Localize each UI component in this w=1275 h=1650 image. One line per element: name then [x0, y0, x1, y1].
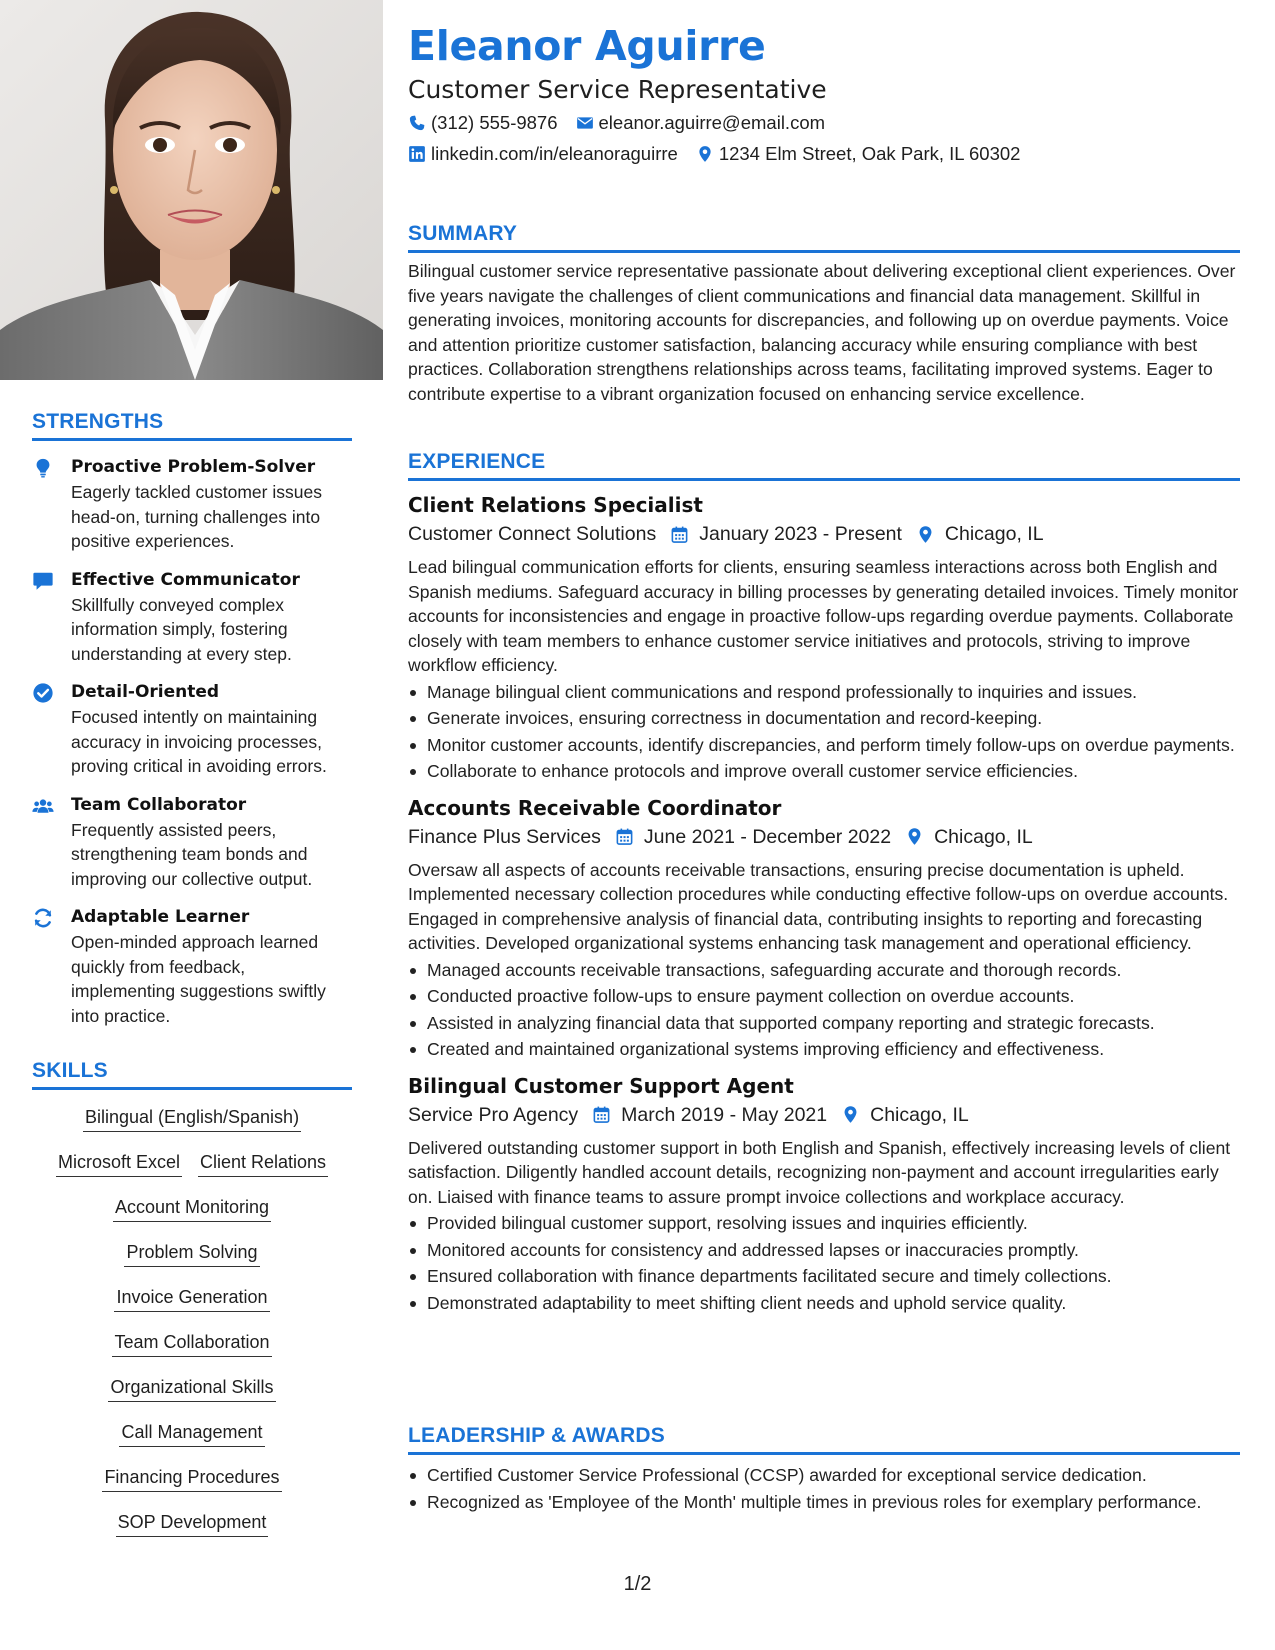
strength-title: Effective Communicator [71, 569, 300, 590]
calendar-icon [615, 827, 634, 846]
speech-bubble-icon [32, 570, 54, 592]
profile-photo [0, 0, 383, 380]
awards-heading: LEADERSHIP & AWARDS [408, 1424, 1240, 1455]
skill-tag: Team Collaboration [112, 1325, 271, 1357]
job-entry [408, 491, 1240, 784]
skill-tag: Financing Procedures [102, 1460, 281, 1492]
envelope-icon [576, 114, 594, 132]
list-item: Assisted in analyzing financial data that supported company reporting and strategic forecasts. [408, 1011, 1240, 1036]
strength-title: Adaptable Learner [71, 907, 250, 927]
job-location: Chicago, IL [944, 523, 1044, 545]
skill-tag: Client Relations [198, 1145, 328, 1177]
strength-title: Detail-Oriented [71, 682, 220, 702]
job-bullets [408, 1211, 1240, 1315]
job-location: Chicago, IL [870, 1103, 969, 1126]
map-pin-icon [905, 827, 924, 846]
contact-row-1 [408, 112, 825, 134]
address-contact [696, 143, 1021, 165]
users-icon [32, 795, 54, 817]
job-dates: June 2021 - December 2022 [643, 825, 892, 848]
skill-tag: Bilingual (English/Spanish) [83, 1100, 301, 1132]
awards-section [408, 1424, 1240, 1516]
job-title: Bilingual Customer Support Agent [408, 1073, 794, 1098]
job-description: Delivered outstanding customer support in both English and Spanish, effectively increasing levels of client satisfaction. Diligently handled account details, recognizing non-payment and account irregularities early on. Liaised with finance teams to assure prompt invoice collections and workplace accuracy. [408, 1137, 1231, 1207]
email-text: eleanor.aguirre@email.com [598, 112, 826, 133]
list-item: Conducted proactive follow-ups to ensure payment collection on overdue accounts. [408, 984, 1240, 1009]
job-location: Chicago, IL [934, 825, 1033, 848]
list-item: Created and maintained organizational systems improving efficiency and effectiveness. [408, 1037, 1240, 1062]
job-title: Client Relations Specialist [408, 493, 703, 517]
linkedin-contact[interactable] [408, 143, 678, 165]
summary-heading: SUMMARY [408, 222, 1240, 253]
skills-heading: SKILLS [32, 1059, 352, 1090]
sync-icon [32, 907, 54, 929]
skill-tag: Organizational Skills [108, 1370, 275, 1402]
contact-row-2 [408, 143, 1020, 165]
job-title: Accounts Receivable Coordinator [408, 795, 782, 820]
job-company: Customer Connect Solutions [408, 523, 657, 545]
phone-text: (312) 555-9876 [431, 112, 558, 133]
job-description: Lead bilingual communication efforts for clients, ensuring seamless interactions across both English and Spanish mediums. Safeguard accuracy in billing processes by generating detailed invoices. Timely monitor accounts for inconsistencies and engage in proactive follow-ups regarding overdue payments. Collaborate closely with team members to enhance customer service initiatives and protocols, striving to improve workflow efficiency. [408, 557, 1239, 675]
list-item: Manage bilingual client communications and respond professionally to inquiries and issues. [408, 680, 1240, 705]
strength-item [32, 905, 352, 1028]
candidate-name: Eleanor Aguirre [408, 22, 766, 70]
list-item: Demonstrated adaptability to meet shifting client needs and uphold service quality. [408, 1291, 1240, 1316]
left-column [0, 0, 383, 1650]
skill-tag: Microsoft Excel [56, 1145, 182, 1177]
list-item: Certified Customer Service Professional (CCSP) awarded for exceptional service dedication. [408, 1463, 1240, 1488]
skill-tag: SOP Development [116, 1505, 269, 1537]
experience-heading: EXPERIENCE [408, 450, 1240, 481]
strength-item [32, 680, 352, 779]
linkedin-text: linkedin.com/in/eleanoraguirre [431, 143, 678, 164]
job-meta [408, 822, 1240, 852]
lightbulb-icon [32, 457, 54, 479]
calendar-icon [592, 1105, 611, 1124]
strength-desc: Focused intently on maintaining accuracy in invoicing processes, proving critical in avoiding errors. [71, 707, 327, 776]
skill-tag: Call Management [119, 1415, 264, 1447]
job-meta [408, 1100, 1240, 1130]
list-item: Collaborate to enhance protocols and improve overall customer service efficiencies. [408, 759, 1240, 784]
job-description: Oversaw all aspects of accounts receivable transactions, ensuring precise documentation is upheld. Implemented necessary collection procedures while conducting effective follow-ups on overdue accounts. Engaged in comprehensive analysis of financial data, contributing insights to reporting and forecasting activities. Developed organizational systems enhancing task management and operational efficiency. [408, 859, 1229, 953]
strengths-heading: STRENGTHS [32, 410, 352, 441]
summary-section [408, 222, 1240, 406]
email-contact[interactable] [576, 112, 826, 134]
candidate-role: Customer Service Representative [408, 75, 827, 104]
page-number: 1/2 [623, 1573, 652, 1595]
skills-section [32, 1059, 352, 1550]
phone-contact[interactable] [408, 112, 558, 134]
strength-item [32, 793, 352, 892]
strength-desc: Open-minded approach learned quickly from feedback, implementing suggestions swiftly into practice. [71, 932, 326, 1026]
job-entry [408, 1072, 1240, 1316]
job-dates: March 2019 - May 2021 [621, 1103, 828, 1126]
job-entry [408, 794, 1240, 1062]
strength-title: Proactive Problem-Solver [71, 457, 316, 477]
map-pin-icon [841, 1105, 860, 1124]
list-item: Managed accounts receivable transactions, safeguarding accurate and thorough records. [408, 958, 1240, 983]
strength-item [32, 455, 352, 554]
phone-icon [408, 114, 426, 132]
strength-title: Team Collaborator [71, 794, 247, 815]
list-item: Monitored accounts for consistency and addressed lapses or inaccuracies promptly. [408, 1238, 1240, 1263]
list-item: Provided bilingual customer support, resolving issues and inquiries efficiently. [408, 1211, 1240, 1236]
job-meta [408, 519, 1240, 549]
strengths-section [32, 410, 352, 1028]
strength-desc: Frequently assisted peers, strengthening team bonds and improving our collective output. [71, 819, 313, 889]
address-text: 1234 Elm Street, Oak Park, IL 60302 [718, 143, 1021, 164]
map-pin-icon [916, 525, 935, 544]
check-circle-icon [32, 682, 54, 704]
job-bullets [408, 680, 1240, 784]
skill-tag: Account Monitoring [113, 1190, 271, 1222]
job-dates: January 2023 - Present [699, 523, 902, 545]
list-item: Monitor customer accounts, identify discrepancies, and perform timely follow-ups on overdue payments. [408, 733, 1240, 758]
awards-bullets [408, 1463, 1240, 1514]
list-item: Recognized as 'Employee of the Month' multiple times in previous roles for exemplary performance. [408, 1490, 1240, 1515]
calendar-icon [670, 525, 689, 544]
skill-tag: Invoice Generation [114, 1280, 269, 1312]
job-company: Service Pro Agency [408, 1103, 579, 1126]
summary-text: Bilingual customer service representative passionate about delivering exceptional client experiences. Over five years navigate the challenges of client communications and financial data management. Skillful in generating invoices, monitoring accounts for discrepancies, and following up on overdue payments. Voice and attention prioritize customer satisfaction, balancing accuracy while ensuring compliance with best practices. Collaboration strengthens relationships across teams, facilitating improved systems. Eager to contribute expertise to a vibrant organization focused on enhancing service excellence. [408, 261, 1236, 404]
strength-desc: Eagerly tackled customer issues head-on, turning challenges into positive experiences. [71, 482, 322, 551]
linkedin-icon [408, 145, 426, 163]
job-company: Finance Plus Services [408, 825, 601, 848]
job-bullets [408, 958, 1240, 1062]
map-pin-icon [696, 145, 714, 163]
list-item: Ensured collaboration with finance departments facilitated secure and timely collections. [408, 1264, 1240, 1289]
skills-list [32, 1100, 352, 1550]
list-item: Generate invoices, ensuring correctness in documentation and record-keeping. [408, 706, 1240, 731]
experience-section [408, 450, 1240, 1317]
skill-tag: Problem Solving [124, 1235, 259, 1267]
strength-item [32, 568, 352, 667]
strength-desc: Skillfully conveyed complex information simply, fostering understanding at every step. [71, 594, 292, 664]
